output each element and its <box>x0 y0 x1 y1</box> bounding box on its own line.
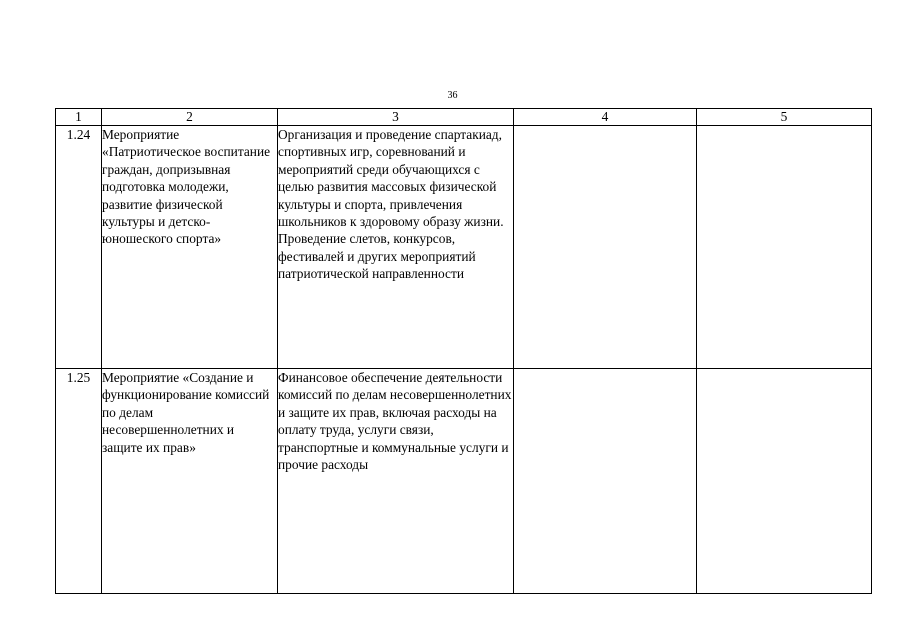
header-col-2: 2 <box>102 109 278 126</box>
event-description: Финансовое обеспечение деятельности комиссий по делам несовершеннолетних и защите их прав, включая расходы на оплату труда, услуги связи, транспортные и коммунальные услуги и прочие расходы <box>278 369 514 594</box>
cell-col-5 <box>697 126 872 369</box>
table-header-row <box>56 109 872 126</box>
cell-col-5 <box>697 369 872 594</box>
cell-col-4 <box>514 126 697 369</box>
event-description: Организация и проведение спартакиад, спортивных игр, соревнований и мероприятий среди обучающихся с целью развития массовых физической культуры и спорта, привлечения школьников к здоровому образу жизни. Проведение слетов, конкурсов, фестивалей и других мероприятий патриотической направленности <box>278 126 514 369</box>
header-col-1: 1 <box>56 109 102 126</box>
header-col-3: 3 <box>278 109 514 126</box>
page-number: 36 <box>447 90 458 101</box>
table-row <box>56 126 872 369</box>
event-name: Мероприятие «Создание и функционирование комиссий по делам несовершеннолетних и защите их прав» <box>102 369 278 594</box>
row-number: 1.25 <box>56 369 102 594</box>
measures-table <box>55 108 872 594</box>
table-row <box>56 369 872 594</box>
row-number: 1.24 <box>56 126 102 369</box>
event-name: Мероприятие «Патриотическое воспитание граждан, допризывная подготовка молодежи, развитие физической культуры и детско-юношеского спорта» <box>102 126 278 369</box>
header-col-4: 4 <box>514 109 697 126</box>
header-col-5: 5 <box>697 109 872 126</box>
cell-col-4 <box>514 369 697 594</box>
